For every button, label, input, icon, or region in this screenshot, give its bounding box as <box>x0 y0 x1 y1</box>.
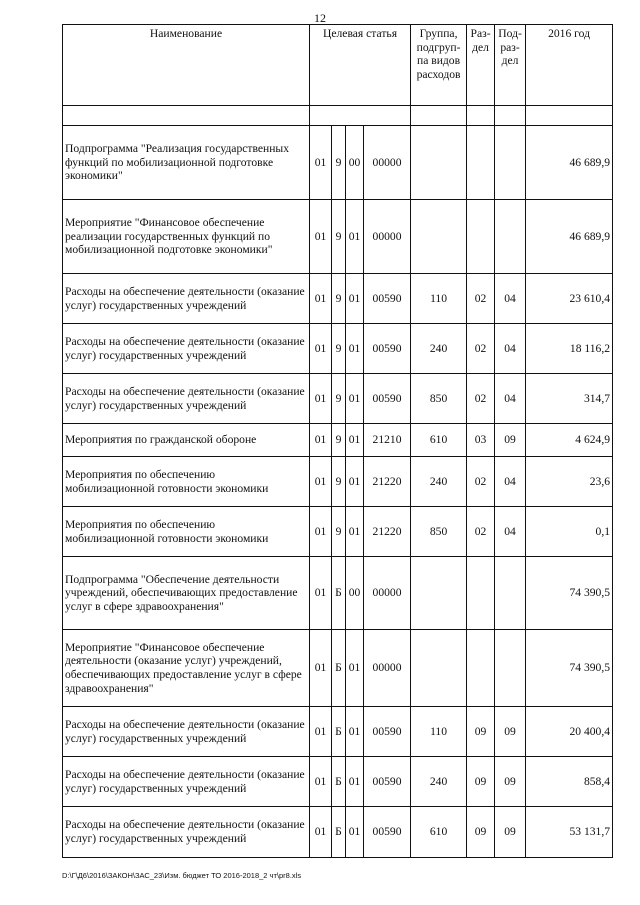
target-code-1: 01 <box>310 630 332 707</box>
amount-value: 314,7 <box>526 374 613 424</box>
amount-value: 46 689,9 <box>526 200 613 274</box>
section-code: 09 <box>467 807 495 858</box>
target-code-2: Б <box>332 630 346 707</box>
group-code: 110 <box>411 707 467 757</box>
section-code <box>467 200 495 274</box>
row-name: Расходы на обеспечение деятельности (оказание услуг) государственных учреждений <box>63 374 310 424</box>
section-code: 02 <box>467 324 495 374</box>
target-code-3: 01 <box>346 757 364 807</box>
target-code-4: 00590 <box>364 707 411 757</box>
group-code: 240 <box>411 324 467 374</box>
target-code-1: 01 <box>310 274 332 324</box>
table-row <box>63 557 613 630</box>
table-row <box>63 807 613 858</box>
section-code: 09 <box>467 757 495 807</box>
target-code-4: 00590 <box>364 324 411 374</box>
header-amount: 2016 год <box>526 25 613 106</box>
amount-value: 0,1 <box>526 507 613 557</box>
page-number: 12 <box>314 11 326 25</box>
group-code <box>411 630 467 707</box>
subsection-code: 04 <box>495 324 526 374</box>
subsection-code: 04 <box>495 507 526 557</box>
subsection-code: 09 <box>495 807 526 858</box>
target-code-1: 01 <box>310 807 332 858</box>
table-row <box>63 374 613 424</box>
target-code-3: 00 <box>346 557 364 630</box>
amount-value: 46 689,9 <box>526 126 613 200</box>
group-code: 240 <box>411 757 467 807</box>
subsection-code <box>495 630 526 707</box>
section-code <box>467 557 495 630</box>
header-group: Группа, подгруп-па видов расходов <box>411 25 467 106</box>
target-code-2: 9 <box>332 457 346 507</box>
target-code-1: 01 <box>310 324 332 374</box>
subsection-code <box>495 557 526 630</box>
target-code-3: 01 <box>346 374 364 424</box>
target-code-3: 01 <box>346 274 364 324</box>
header-row <box>63 25 613 106</box>
section-code: 02 <box>467 374 495 424</box>
header-subsection: Под-раз-дел <box>495 25 526 106</box>
subsection-code: 09 <box>495 424 526 457</box>
header-name: Наименование <box>63 25 310 106</box>
target-code-1: 01 <box>310 557 332 630</box>
row-name: Мероприятие "Финансовое обеспечение деятельности (оказание услуг) учреждений, обеспечивающих предоставление услуг в сфере здравоохранения" <box>63 630 310 707</box>
section-code <box>467 630 495 707</box>
target-code-3: 01 <box>346 457 364 507</box>
group-code: 850 <box>411 374 467 424</box>
table-row <box>63 507 613 557</box>
amount-value: 18 116,2 <box>526 324 613 374</box>
table-row <box>63 274 613 324</box>
row-name: Мероприятия по гражданской обороне <box>63 424 310 457</box>
group-code: 610 <box>411 424 467 457</box>
target-code-2: Б <box>332 707 346 757</box>
amount-value: 20 400,4 <box>526 707 613 757</box>
header-section: Раз-дел <box>467 25 495 106</box>
target-code-2: 9 <box>332 374 346 424</box>
subsection-code <box>495 126 526 200</box>
target-code-3: 01 <box>346 807 364 858</box>
target-code-4: 00590 <box>364 274 411 324</box>
target-code-4: 00000 <box>364 126 411 200</box>
group-code <box>411 126 467 200</box>
target-code-1: 01 <box>310 126 332 200</box>
subsection-code: 09 <box>495 757 526 807</box>
row-name: Мероприятия по обеспечению мобилизационной готовности экономики <box>63 457 310 507</box>
target-code-4: 00590 <box>364 807 411 858</box>
target-code-2: 9 <box>332 200 346 274</box>
target-code-2: 9 <box>332 274 346 324</box>
amount-value: 74 390,5 <box>526 630 613 707</box>
table-row <box>63 457 613 507</box>
subsection-code: 04 <box>495 374 526 424</box>
section-code: 03 <box>467 424 495 457</box>
target-code-4: 00590 <box>364 374 411 424</box>
section-code: 02 <box>467 457 495 507</box>
subsection-code <box>495 200 526 274</box>
subsection-code: 04 <box>495 457 526 507</box>
row-name: Подпрограмма "Реализация государственных функций по мобилизационной подготовке экономики" <box>63 126 310 200</box>
target-code-2: Б <box>332 557 346 630</box>
target-code-2: 9 <box>332 424 346 457</box>
target-code-2: Б <box>332 757 346 807</box>
file-path-footer: D:\Г\Д6\2016\ЗАКОН\ЗАС_23\Изм. бюджет ТО 2016-2018_2 чт\pr8.xls <box>62 871 302 880</box>
row-name: Расходы на обеспечение деятельности (оказание услуг) государственных учреждений <box>63 807 310 858</box>
table-row <box>63 707 613 757</box>
target-code-1: 01 <box>310 707 332 757</box>
subsection-code: 04 <box>495 274 526 324</box>
target-code-2: Б <box>332 807 346 858</box>
budget-table <box>62 24 613 858</box>
amount-value: 23,6 <box>526 457 613 507</box>
target-code-2: 9 <box>332 126 346 200</box>
target-code-4: 21220 <box>364 457 411 507</box>
target-code-2: 9 <box>332 507 346 557</box>
target-code-3: 00 <box>346 126 364 200</box>
table-row <box>63 424 613 457</box>
target-code-3: 01 <box>346 200 364 274</box>
target-code-1: 01 <box>310 457 332 507</box>
target-code-3: 01 <box>346 630 364 707</box>
target-code-1: 01 <box>310 507 332 557</box>
target-code-4: 00590 <box>364 757 411 807</box>
target-code-2: 9 <box>332 324 346 374</box>
group-code <box>411 200 467 274</box>
header-target: Целевая статья <box>310 25 411 106</box>
target-code-1: 01 <box>310 424 332 457</box>
spacer-row <box>63 106 613 126</box>
section-code: 02 <box>467 274 495 324</box>
target-code-1: 01 <box>310 374 332 424</box>
amount-value: 53 131,7 <box>526 807 613 858</box>
target-code-3: 01 <box>346 324 364 374</box>
target-code-1: 01 <box>310 757 332 807</box>
group-code: 850 <box>411 507 467 557</box>
row-name: Расходы на обеспечение деятельности (оказание услуг) государственных учреждений <box>63 757 310 807</box>
group-code: 110 <box>411 274 467 324</box>
amount-value: 858,4 <box>526 757 613 807</box>
section-code: 02 <box>467 507 495 557</box>
group-code: 240 <box>411 457 467 507</box>
table-row <box>63 324 613 374</box>
section-code: 09 <box>467 707 495 757</box>
target-code-1: 01 <box>310 200 332 274</box>
row-name: Расходы на обеспечение деятельности (оказание услуг) государственных учреждений <box>63 707 310 757</box>
amount-value: 74 390,5 <box>526 557 613 630</box>
section-code <box>467 126 495 200</box>
target-code-4: 21210 <box>364 424 411 457</box>
target-code-4: 00000 <box>364 630 411 707</box>
row-name: Мероприятия по обеспечению мобилизационной готовности экономики <box>63 507 310 557</box>
group-code: 610 <box>411 807 467 858</box>
table-row <box>63 126 613 200</box>
target-code-3: 01 <box>346 507 364 557</box>
target-code-4: 21220 <box>364 507 411 557</box>
amount-value: 23 610,4 <box>526 274 613 324</box>
subsection-code: 09 <box>495 707 526 757</box>
row-name: Расходы на обеспечение деятельности (оказание услуг) государственных учреждений <box>63 324 310 374</box>
row-name: Мероприятие "Финансовое обеспечение реализации государственных функций по мобилизационной подготовке экономики" <box>63 200 310 274</box>
table-row <box>63 757 613 807</box>
row-name: Подпрограмма "Обеспечение деятельности учреждений, обеспечивающих предоставление услуг в сфере здравоохранения" <box>63 557 310 630</box>
table-row <box>63 630 613 707</box>
target-code-4: 00000 <box>364 200 411 274</box>
group-code <box>411 557 467 630</box>
target-code-3: 01 <box>346 707 364 757</box>
target-code-3: 01 <box>346 424 364 457</box>
amount-value: 4 624,9 <box>526 424 613 457</box>
row-name: Расходы на обеспечение деятельности (оказание услуг) государственных учреждений <box>63 274 310 324</box>
table-row <box>63 200 613 274</box>
target-code-4: 00000 <box>364 557 411 630</box>
